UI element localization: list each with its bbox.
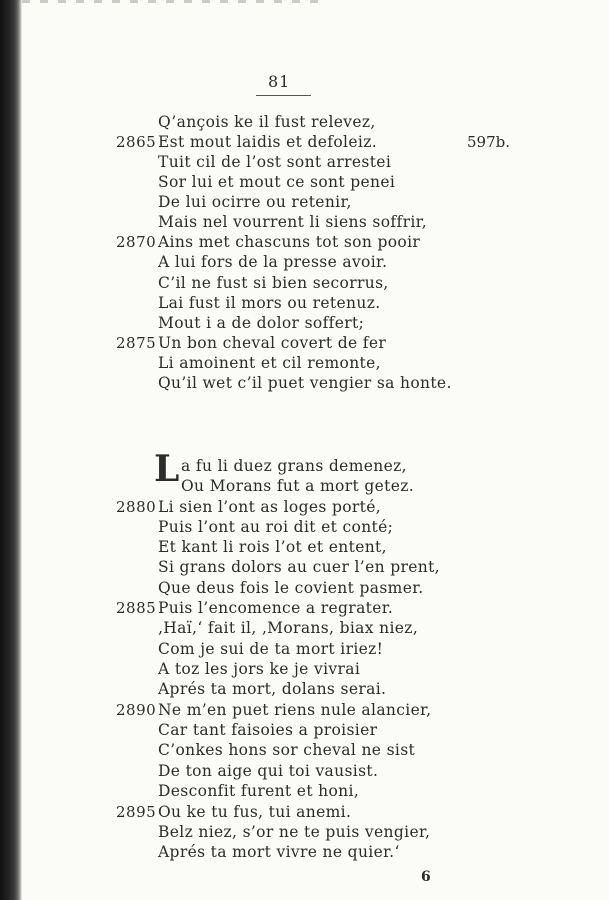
- verse-line: Belz niez, s’or ne te puis vengier,: [158, 823, 431, 841]
- verse-line: De ton aige qui toi vausist.: [158, 762, 379, 780]
- verse-line: Ne m’en puet riens nule alancier,: [158, 701, 432, 719]
- line-number: 2875: [116, 334, 157, 352]
- verse-line: Si grans dolors au cuer l’en prent,: [158, 558, 440, 576]
- page-binding-edge: [0, 0, 22, 900]
- verse-line: De lui ocirre ou retenir,: [158, 193, 352, 211]
- verse-line: ‚Haï,‘ fait il, ‚Morans, biax niez,: [158, 619, 419, 637]
- verse-line: Puis l’ont au roi dit et conté;: [158, 518, 394, 536]
- verse-line: Mais nel vourrent li siens soffrir,: [158, 213, 427, 231]
- verse-line: A toz les jors ke je vivrai: [158, 660, 361, 678]
- verse-line: Aprés ta mort vivre ne quier.‘: [158, 843, 400, 861]
- verse-line: Com je sui de ta mort iriez!: [158, 640, 384, 658]
- signature-mark: 6: [421, 869, 431, 885]
- verse-line: Li amoinent et cil remonte,: [158, 354, 381, 372]
- drop-cap-letter: L: [154, 448, 180, 490]
- scan-top-edge: [22, 0, 322, 3]
- line-number: 2885: [116, 599, 157, 617]
- verse-line: Car tant faisoies a proisier: [158, 721, 378, 739]
- verse-line: Qu’il wet c’il puet vengier sa honte.: [158, 374, 452, 392]
- verse-line: C’il ne fust si bien secorrus,: [158, 274, 389, 292]
- verse-line: Aprés ta mort, dolans serai.: [158, 680, 387, 698]
- verse-line: A lui fors de la presse avoir.: [158, 253, 388, 271]
- verse-line: Mout i a de dolor soffert;: [158, 314, 365, 332]
- verse-line: Sor lui et mout ce sont penei: [158, 173, 396, 191]
- page-number-rule: [256, 95, 311, 96]
- line-number: 2880: [116, 498, 157, 516]
- verse-line: C’onkes hons sor cheval ne sist: [158, 741, 416, 759]
- verse-line: Puis l’encomence a regrater.: [158, 599, 394, 617]
- verse-line: Et kant li rois l’ot et entent,: [158, 538, 387, 556]
- verse-line: Un bon cheval covert de fer: [158, 334, 387, 352]
- verse-line: Ains met chascuns tot son pooir: [158, 233, 421, 251]
- verse-line: Ou Morans fut a mort getez.: [181, 477, 415, 495]
- verse-line: a fu li duez grans demenez,: [181, 457, 407, 475]
- verse-line: Li sien l’ont as loges porté,: [158, 498, 382, 516]
- line-number: 2870: [116, 233, 157, 251]
- line-number: 2895: [116, 803, 157, 821]
- verse-line: Est mout laidis et defoleiz.: [158, 133, 377, 151]
- line-number: 2890: [116, 701, 157, 719]
- verse-line: Q’ançois ke il fust relevez,: [158, 113, 376, 131]
- verse-line: Ou ke tu fus, tui anemi.: [158, 803, 352, 821]
- margin-reference: 597b.: [467, 133, 511, 151]
- verse-line: Lai fust il mors ou retenuz.: [158, 294, 381, 312]
- page-number: 81: [268, 72, 291, 91]
- verse-line: Que deus fois le covient pasmer.: [158, 579, 424, 597]
- verse-line: Desconfit furent et honi,: [158, 782, 360, 800]
- verse-line: Tuit cil de l’ost sont arrestei: [158, 153, 392, 171]
- line-number: 2865: [116, 133, 157, 151]
